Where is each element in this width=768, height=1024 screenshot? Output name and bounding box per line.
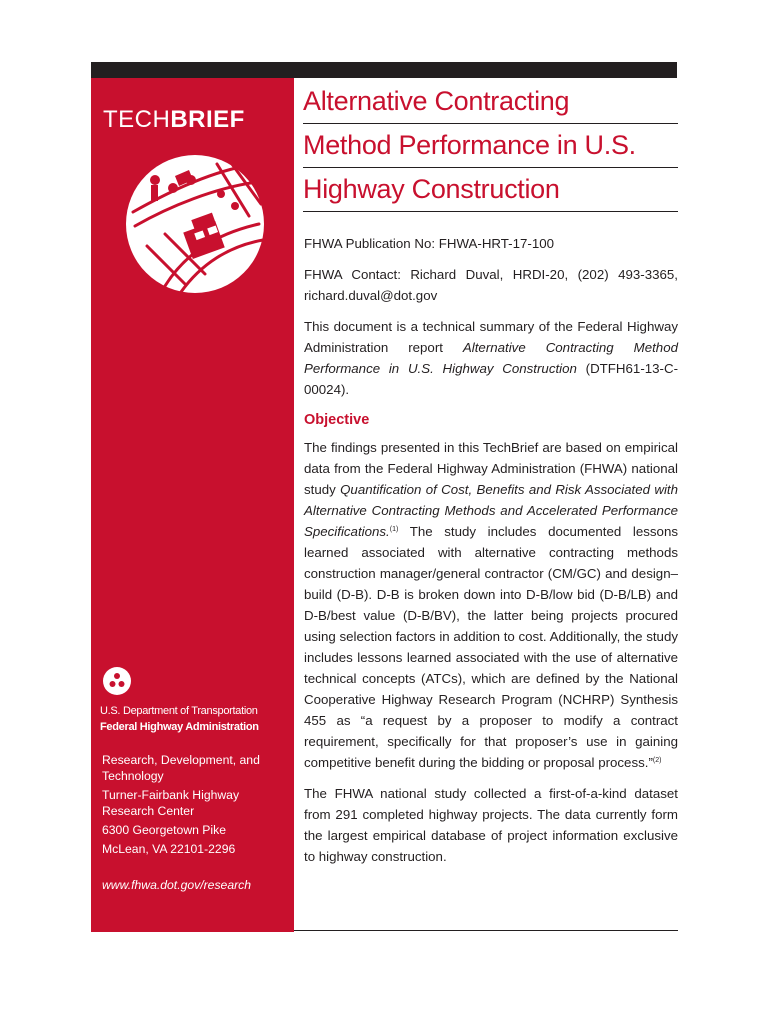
- reference-1: (1): [389, 526, 399, 533]
- title-line: Method Performance in U.S.: [303, 124, 678, 168]
- publication-number: FHWA Publication No: FHWA-HRT-17-100: [304, 236, 555, 251]
- dept-name: U.S. Department of Transportation: [100, 705, 258, 717]
- address-line: Turner-Fairbank Highway Research Center: [102, 788, 240, 818]
- website-link[interactable]: www.fhwa.dot.gov/research: [102, 878, 252, 892]
- techbrief-logo: TECHBRIEF: [103, 106, 245, 133]
- main-content: [304, 233, 678, 877]
- page-title: [303, 80, 678, 212]
- highway-emblem-icon: [125, 154, 265, 294]
- reference-2: (2): [652, 757, 662, 764]
- address-block: [102, 752, 287, 857]
- address-line: McLean, VA 22101-2296: [102, 842, 236, 856]
- dataset-paragraph: The FHWA national study collected a first-of-a-kind dataset from 291 completed highway projects. The data currently form the largest empirical database of project information exclusive to highway construction.: [304, 786, 678, 864]
- address-line: Research, Development, and Technology: [102, 753, 260, 783]
- report-title: Alternative Contracting Method Performance in U.S. Highway Construction: [304, 340, 678, 376]
- title-line: Highway Construction: [303, 168, 678, 212]
- dot-triskelion-icon: [103, 667, 131, 695]
- objective-heading: Objective: [304, 412, 370, 428]
- title-line: Alternative Contracting: [303, 80, 678, 124]
- agency-name: Federal Highway Administration: [100, 721, 259, 733]
- summary-paragraph: This document is a technical summary of the Federal Highway Administration report Alternative Contracting Method Performance in U.S. Highway Construction (DTFH61-13-C-00024).: [304, 319, 679, 397]
- objective-paragraph: The findings presented in this TechBrief are based on empirical data from the Federal Highway Administration (FHWA) national study Quantification of Cost, Benefits and Risk Associated with Alternative Contracting Methods and Accelerated Performance Specifications.$^{(1)}$ The study includes documented lessons learned associated with alternative contracting methods construction manager/general contractor (CM/GC) and design–build (D-B). D-B is broken down into D-B/low bid (D-B/LB) and D-B/best value (D-B/BV), the latter being projects procured using selection factors in addition to cost. Additionally, the study includes lessons learned associated with the use of alternative technical concepts (ATCs), which are defined by the National Cooperative Highway Research Program (NCHRP) Synthesis 455 as “a request by a proposer to modify a contract requirement, specifically for that proposer’s use in gaining competitive benefit during the bidding or proposal process.”$^{(2)}$: [304, 440, 678, 770]
- bottom-divider: [294, 930, 678, 931]
- address-line: 6300 Georgetown Pike: [102, 823, 226, 837]
- sidebar: [91, 78, 294, 932]
- contact-info: FHWA Contact: Richard Duval, HRDI-20, (202) 493-3365, richard.duval@dot.gov: [304, 267, 678, 303]
- top-black-bar: [91, 62, 677, 78]
- study-title: Quantification of Cost, Benefits and Risk Associated with Alternative Contracting Methods and Accelerated Performance Specifications.: [304, 482, 678, 539]
